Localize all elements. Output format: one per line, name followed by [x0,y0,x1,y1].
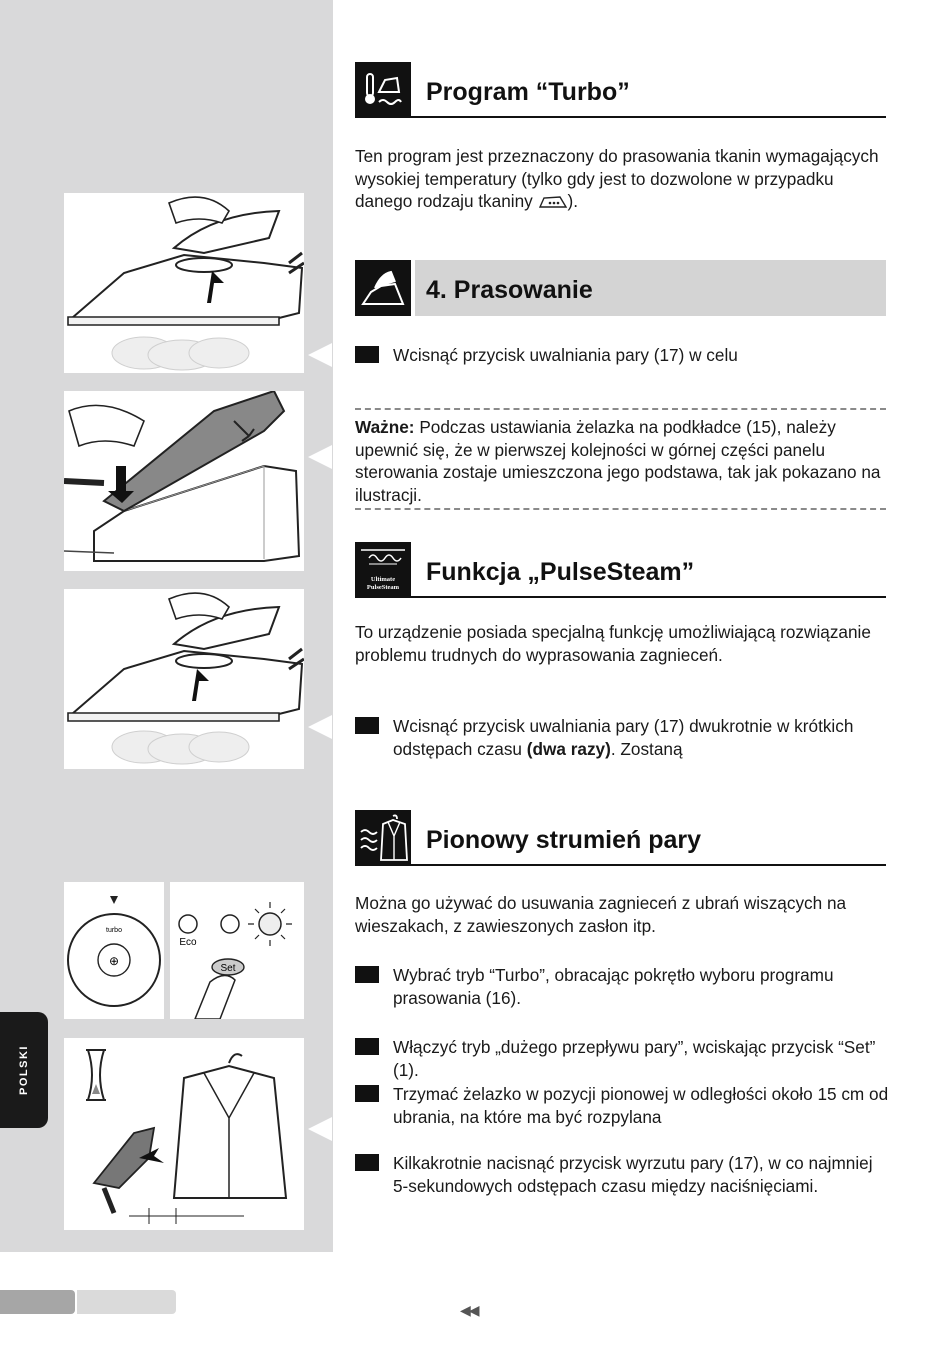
page-indicator-bar [0,1290,75,1314]
important-note: Ważne: Podczas ustawiania żelazka na podkładce (15), należy upewnić się, że w pierwszej kolejności w górnej części panelu sterowania zostaje umieszczona jego podstawa, tak jak pokazano na ilustracji. [355,417,881,505]
bullet-square [355,346,379,363]
panel-set-label: Set [220,963,236,974]
pulsesteam-intro: To urządzenie posiada specjalną funkcję umożliwiającą rozwiązanie problemu trudnych do wyprasowania zagnieceń. [355,622,871,665]
dial-turbo-label: turbo [106,927,122,934]
language-tab-label: POLSKI [18,1045,30,1095]
ironing-hand-icon [355,260,411,316]
vertical-step-3: Trzymać żelazko w pozycji pionowej w odległości około 15 cm od ubrania, na które ma być rozpylana [355,1083,890,1128]
illustration-pulse-steam [64,589,304,769]
heading-underline [411,116,886,118]
section-heading-vertical-steam [355,810,886,866]
heading-underline [411,864,886,866]
ultimate-pulsesteam-icon [355,542,411,598]
section-title: Program “Turbo” [426,78,630,106]
illustration-steam-button [64,193,304,373]
page-arrows-icon: ◀◀ [460,1302,478,1318]
section-heading-pulsesteam [355,542,886,598]
section-title: Funkcja „PulseSteam” [426,558,695,586]
vertical-step-4: Kilkakrotnie nacisnąć przycisk wyrzutu pary (17), w co najmniej 5-sekundowych odstępach czasu między naciśnięciami. [355,1152,890,1197]
bullet-square [355,717,379,734]
svg-text:PulseSteam: PulseSteam [366,584,400,591]
illustration-control-panel [170,882,304,1019]
svg-text:⊕: ⊕ [108,954,120,968]
bullet-square [355,1085,379,1102]
important-bottom-divider [355,508,886,510]
pulsesteam-step-1: Wcisnąć przycisk uwalniania pary (17) dwukrotnie w krótkich odstępach czasu (dwa razy). Zostaną [355,715,890,760]
iron-three-dots-icon [538,192,568,208]
language-tab [0,1012,48,1128]
section-title: Pionowy strumień pary [426,826,702,854]
section-title: 4. Prasowanie [426,276,593,304]
illustration-vertical-steam [64,1038,304,1230]
illustration-program-dial [64,882,164,1019]
garment-steam-icon [355,810,411,866]
vertical-intro: Można go używać do usuwania zagnieceń z ubrań wiszących na wieszakach, z zawieszonych zasłon itp. [355,893,847,936]
bullet-square [355,1154,379,1171]
panel-eco-label: Eco [179,937,197,948]
vertical-step-1: Wybrać tryb “Turbo”, obracając pokrętło wyboru programu prasowania (16). [355,964,890,1009]
turbo-intro: Ten program jest przeznaczony do prasowania tkanin wymagających wysokiej temperatury (tylko gdy jest to dozwolone w przypadku danego rodzaju tkaniny ). [355,146,879,211]
illustration-iron-on-base [64,391,304,571]
page-indicator-bar-secondary [77,1290,176,1314]
important-top-divider [355,408,886,410]
svg-text:Ultimate: Ultimate [370,576,396,583]
ironing-step-1: Wcisnąć przycisk uwalniania pary (17) w celu [355,344,890,367]
thermometer-steam-icon [355,62,411,118]
section-heading-ironing [355,260,886,316]
heading-underline [411,596,886,598]
bullet-square [355,1038,379,1055]
vertical-step-2: Włączyć tryb „dużego przepływu pary”, wciskając przycisk “Set” (1). [355,1036,890,1081]
bullet-square [355,966,379,983]
section-heading-turbo [355,62,886,118]
